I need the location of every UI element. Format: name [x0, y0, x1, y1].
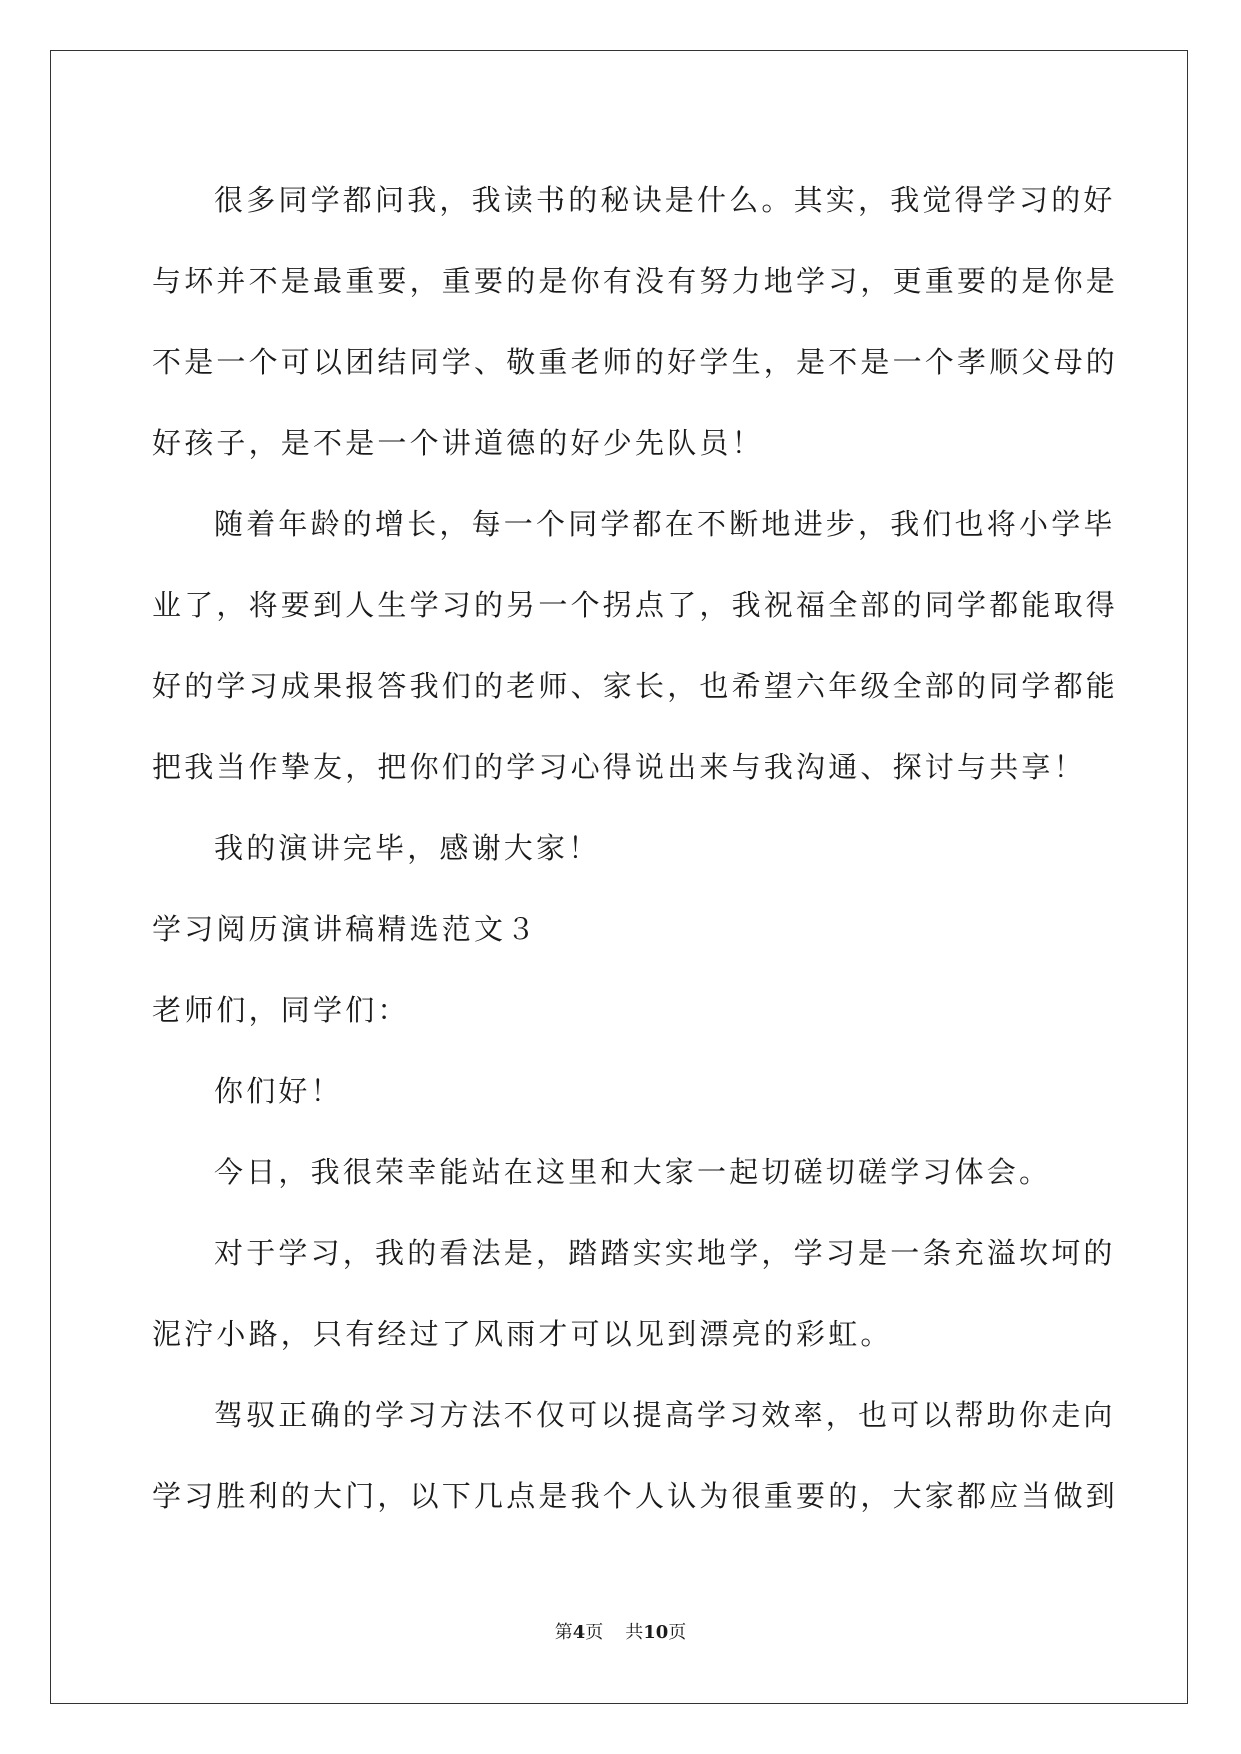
total-page-count: 10 — [643, 1622, 669, 1643]
current-page-number: 4 — [572, 1622, 586, 1643]
text-line: 业了，将要到人生学习的另一个拐点了，我祝福全部的同学都能取得 — [152, 588, 1119, 622]
text-line: 很多同学都问我，我读书的秘诀是什么。其实，我觉得学习的好 — [214, 183, 1116, 217]
total-label-prefix: 共 — [625, 1622, 644, 1643]
document-body — [152, 160, 1119, 1537]
text-line: 学习胜利的大门，以下几点是我个人认为很重要的，大家都应当做到 — [152, 1479, 1119, 1513]
text-line: 今日，我很荣幸能站在这里和大家一起切磋切磋学习体会。 — [214, 1155, 1052, 1189]
text-line: 随着年龄的增长，每一个同学都在不断地进步，我们也将小学毕 — [214, 507, 1116, 541]
text-line: 与坏并不是最重要，重要的是你有没有努力地学习，更重要的是你是 — [152, 264, 1119, 298]
text-line: 不是一个可以团结同学、敬重老师的好学生，是不是一个孝顺父母的 — [152, 345, 1119, 379]
page-label-prefix: 第 — [554, 1622, 573, 1643]
page-label-suffix: 页 — [585, 1622, 604, 1643]
total-label-suffix: 页 — [668, 1622, 687, 1643]
page-footer — [0, 1621, 1241, 1645]
text-line: 好的学习成果报答我们的老师、家长，也希望六年级全部的同学都能 — [152, 669, 1119, 703]
text-line: 对于学习，我的看法是，踏踏实实地学，学习是一条充溢坎坷的 — [214, 1236, 1116, 1270]
text-line: 好孩子，是不是一个讲道德的好少先队员！ — [152, 426, 764, 460]
salutation: 老师们，同学们： — [152, 993, 410, 1027]
text-line: 泥泞小路，只有经过了风雨才可以见到漂亮的彩虹。 — [152, 1317, 893, 1351]
text-line: 我的演讲完毕，感谢大家！ — [214, 831, 601, 865]
section-heading: 学习阅历演讲稿精选范文３ — [152, 912, 539, 946]
text-line: 把我当作挚友，把你们的学习心得说出来与我沟通、探讨与共享！ — [152, 750, 1086, 784]
greeting: 你们好！ — [214, 1074, 343, 1108]
text-line: 驾驭正确的学习方法不仅可以提高学习效率，也可以帮助你走向 — [214, 1398, 1116, 1432]
